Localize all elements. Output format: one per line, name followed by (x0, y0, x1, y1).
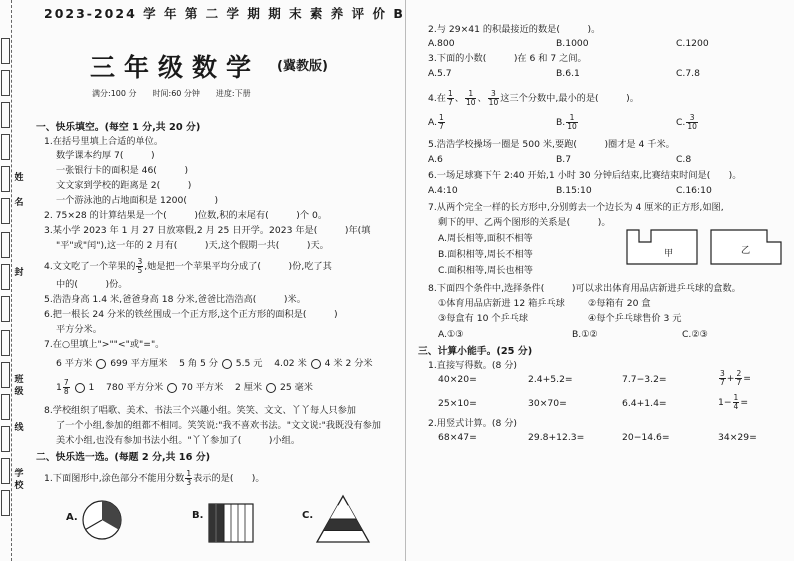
option[interactable]: A.①③ (438, 329, 464, 340)
calc-item: 25×10= (438, 398, 477, 409)
fraction (733, 394, 740, 411)
q5-text: 5.浩浩身高 1.4 米,爸爸身高 18 分米,爸爸比浩浩高( )米。 (44, 294, 306, 305)
option[interactable]: B.7 (556, 154, 572, 165)
option[interactable]: A.4:10 (428, 185, 458, 196)
q8-line3: 美术小组,也没有参加书法小组。"丫丫参加了( )小组。 (56, 435, 301, 446)
binding-box (1, 394, 10, 420)
fraction (719, 370, 726, 387)
bar-shaded-part (209, 504, 224, 542)
fraction-numerator: 1 (186, 469, 192, 478)
option[interactable]: C.7.8 (676, 68, 700, 79)
compare-circle[interactable] (96, 359, 106, 369)
s2-q7-line1: 7.从两个完全一样的长方形中,分别剪去一个边长为 4 厘米的正方形,如图, (428, 202, 724, 213)
fraction-denominator: 10 (488, 98, 499, 107)
fraction-denominator: 10 (567, 122, 577, 131)
option[interactable]: A.周长相等,面积不相等 (438, 233, 533, 244)
binding-box (1, 102, 10, 128)
shape-yi-label: 乙 (741, 245, 751, 256)
binding-box (1, 232, 10, 258)
binding-strip (0, 0, 12, 561)
s2-q8-line1: 8.下面四个条件中,选择条件( )可以求出体育用品店新进乒乓球的盒数。 (428, 283, 741, 294)
shape-jia-outline (627, 230, 697, 264)
triangle-figure[interactable] (315, 494, 371, 544)
q4-line1 (44, 258, 332, 275)
q7-item: 1 (88, 382, 95, 393)
calc-item: 6.4+1.4= (622, 398, 667, 409)
fraction-denominator: 7 (736, 378, 742, 387)
subject-title: 三年级数学 (90, 53, 261, 82)
q8-line2: 了一个小组,参加的组都不相同。笑笑说:"我不喜欢书法。"文文说:"我既没有参加 (56, 420, 381, 431)
vertical-calc-item: 20−14.6= (622, 432, 670, 443)
option[interactable]: C.16:10 (676, 185, 712, 196)
fraction-numerator: 1 (733, 393, 739, 402)
fraction-numerator: 3 (686, 114, 698, 123)
q4-prefix: 4.文文吃了一个苹果的 (44, 261, 136, 272)
q1-line: 数学课本约厚 7( ) (56, 150, 155, 161)
calc-operator: + (726, 373, 735, 384)
q7-fraction (63, 379, 70, 396)
option-c-label: C. (302, 510, 314, 521)
calc-fraction-item: 1− $\frac{1}{4}$ = (718, 393, 749, 411)
fraction-numerator: 2 (736, 369, 742, 378)
fraction-denominator: 10 (687, 122, 697, 131)
option-label: A. (428, 117, 438, 128)
section2-heading: 二、快乐选一选。(每题 2 分,共 16 分) (36, 452, 211, 463)
option[interactable]: C.1200 (676, 38, 709, 49)
q3-line1: 3.某小学 2023 年 1 月 27 日放寒假,2 月 25 日开学。2023 年是( )年(填 (44, 225, 371, 236)
q7-item: 2 厘米 (234, 382, 263, 393)
calc-fraction-item: $\frac{3}{7}$ + $\frac{2}{7}$ = (720, 369, 751, 387)
binding-box (1, 198, 10, 224)
binding-box (1, 458, 10, 484)
q7-item: 780 平方分米 (106, 382, 164, 393)
q3-line2: "平"或"闰"),这一年的 2 月有( )天,这个假期一共( )天。 (56, 240, 329, 251)
binding-box (1, 134, 10, 160)
s2-q3-stem: 3.下面的小数( )在 6 和 7 之间。 (428, 53, 587, 64)
q1-line: 一个游泳池的占地面积是 1200( ) (56, 195, 219, 206)
s2-q2-stem: 2.与 29×41 的积最接近的数是( )。 (428, 24, 601, 35)
column-divider (405, 0, 406, 561)
condition: ①体育用品店新进 12 箱乒乓球 (438, 298, 565, 309)
q4-line2: 中的( )份。 (56, 279, 128, 290)
q1-line: 文文家到学校的距离是 2( ) (56, 180, 192, 191)
option[interactable]: C.②③ (682, 329, 708, 340)
binding-box (1, 490, 10, 516)
right-column (412, 0, 790, 561)
calc-item: 2.4+5.2= (528, 374, 573, 385)
q7-item: 25 毫米 (279, 382, 313, 393)
triangle-band (330, 505, 356, 519)
s2-q4-stem: 4.在 $\frac{1}{7}$ 、 $\frac{1}{10}$ 、 $\frac{3}{10}$ 这三个分数中,最小的是( )。 (428, 89, 639, 107)
q7-stem: 7.在○里填上">""<"或"="。 (44, 339, 165, 350)
s2-q4-prefix: 4.在 (428, 93, 446, 104)
edition-label: (冀教版) (277, 59, 328, 74)
fraction-denominator: 8 (63, 387, 69, 396)
q7-row2 (56, 379, 313, 396)
binding-label: 班 (14, 375, 24, 385)
q4-suffix: ,她是把一个苹果平均分成了( )份,吃了其 (144, 261, 332, 272)
option[interactable]: C.8 (676, 154, 692, 165)
q7-item: 5.5 元 (235, 358, 263, 369)
q6-line1: 6.把一根长 24 分米的铁丝围成一个正方形,这个正方形的面积是( ) (44, 309, 338, 320)
q8-line1: 8.学校组织了唱歌、美术、书法三个兴趣小组。笑笑、文文、丫丫每人只参加 (44, 405, 356, 416)
q2-text: 2. 75×28 的计算结果是一个( )位数,积的末尾有( )个 0。 (44, 210, 328, 221)
option-b-label: B. (192, 510, 204, 521)
binding-box (1, 70, 10, 96)
fraction-numerator: 1 (465, 90, 477, 99)
bar-figure[interactable] (208, 503, 254, 543)
s2-q5-stem: 5.浩浩学校操场一圈是 500 米,要跑( )圈才是 4 千米。 (428, 139, 675, 150)
binding-box (1, 264, 10, 290)
option[interactable]: B.6.1 (556, 68, 580, 79)
option[interactable]: C.面积相等,周长也相等 (438, 265, 533, 276)
binding-box (1, 166, 10, 192)
binding-label: 校 (14, 481, 24, 491)
exam-meta: 满分:100 分 时间:60 分钟 进度:下册 (92, 89, 251, 98)
binding-box (1, 362, 10, 388)
fraction-denominator: 7 (720, 378, 725, 387)
calc-whole: 1− (718, 397, 732, 408)
section3-sub1: 1.直接写得数。(8 分) (428, 360, 518, 371)
binding-box (1, 38, 10, 64)
exam-title: 2023-2024 学 年 第 二 学 期 期 末 素 养 评 价 B (44, 6, 405, 21)
binding-box (1, 330, 10, 356)
option[interactable]: A.800 (428, 38, 455, 49)
section1-heading: 一、快乐填空。(每空 1 分,共 20 分) (36, 122, 201, 133)
s2-q1-line (44, 470, 265, 487)
binding-label: 名 (14, 198, 24, 208)
calc-item: 40×20= (438, 374, 477, 385)
vertical-calc-item: 29.8+12.3= (528, 432, 585, 443)
fraction (735, 370, 742, 387)
fraction-denominator: 7 (439, 122, 444, 131)
condition: ②每箱有 20 盒 (588, 298, 651, 309)
q7-item: 5 角 5 分 (179, 358, 218, 369)
binding-box (1, 426, 10, 452)
s2-q1-suffix: 表示的是( )。 (193, 473, 265, 484)
shape-jia-label: 甲 (664, 248, 674, 259)
q7-mixed-int: 1 (56, 382, 62, 393)
fraction-numerator: 1 (439, 113, 444, 122)
q4-fraction (136, 258, 143, 275)
fraction-denominator: 7 (447, 98, 453, 107)
s2-q4-suffix: 这三个分数中,最小的是( )。 (500, 93, 639, 104)
calc-item: 30×70= (528, 398, 567, 409)
fraction-numerator: 3 (137, 257, 143, 266)
binding-label: 封 (14, 268, 24, 278)
option-a-label: A. (66, 512, 78, 523)
fraction-numerator: 3 (720, 369, 725, 378)
q7-item: 699 平方厘米 (110, 358, 168, 369)
binding-label: 级 (14, 387, 24, 397)
fraction-denominator: 4 (733, 402, 739, 411)
fraction-denominator: 10 (465, 98, 476, 107)
triangle-shaded-part (324, 519, 363, 531)
fraction-numerator: 1 (447, 89, 453, 98)
condition: ④每个乒乓球售价 3 元 (588, 313, 682, 324)
option[interactable]: B.面积相等,周长不相等 (438, 249, 533, 260)
option[interactable]: B.15:10 (556, 185, 592, 196)
compare-circle[interactable] (75, 383, 85, 393)
option[interactable]: B.①② (572, 329, 598, 340)
compare-circle[interactable] (167, 383, 177, 393)
binding-label: 姓 (14, 173, 24, 183)
binding-box (1, 296, 10, 322)
q1-stem: 1.在括号里填上合适的单位。 (44, 136, 164, 147)
option[interactable] (428, 114, 446, 131)
fraction (447, 90, 454, 107)
fraction-denominator: 3 (186, 478, 192, 487)
fraction (566, 114, 578, 131)
s2-q1-fraction (185, 470, 192, 487)
s2-q1-prefix: 1.下面图形中,涂色部分不能用分数 (44, 473, 185, 484)
s2-q6-stem: 6.一场足球赛下午 2:40 开始,1 小时 30 分钟后结束,比赛结束时间是( )。 (428, 170, 742, 181)
compare-circle[interactable] (222, 359, 232, 369)
option[interactable] (676, 114, 699, 131)
q7-row1 (56, 358, 373, 370)
q7-item: 4 米 2 分米 (324, 358, 373, 369)
fraction (465, 90, 477, 107)
vertical-calc-item: 68×47= (438, 432, 477, 443)
fraction (686, 114, 698, 131)
fraction (488, 90, 500, 107)
s2-q7-line2: 剩下的甲、乙两个图形的关系是( )。 (438, 217, 611, 228)
compare-circle[interactable] (311, 359, 321, 369)
q7-item: 4.02 米 (274, 358, 307, 369)
q7-item: 6 平方米 (56, 358, 93, 369)
option[interactable]: A.6 (428, 154, 443, 165)
option[interactable]: B.1000 (556, 38, 589, 49)
q1-line: 一张银行卡的面积是 46( ) (56, 165, 189, 176)
fraction (438, 114, 445, 131)
shape-jia-figure (626, 229, 698, 265)
left-column (30, 0, 405, 561)
q7-item: 70 平方米 (181, 382, 224, 393)
binding-label: 线 (14, 423, 24, 433)
fraction-numerator: 1 (566, 114, 578, 123)
fraction-denominator: 5 (137, 266, 143, 275)
fraction-numerator: 3 (488, 90, 500, 99)
option[interactable] (556, 114, 579, 131)
vertical-calc-item: 34×29= (718, 432, 757, 443)
section3-sub2: 2.用竖式计算。(8 分) (428, 418, 518, 429)
section3-heading: 三、计算小能手。(25 分) (418, 346, 533, 357)
calc-item: 7.7−3.2= (622, 374, 667, 385)
q6-line2: 平方分米。 (56, 324, 102, 335)
fraction-numerator: 7 (63, 378, 69, 387)
pie-figure[interactable] (80, 498, 124, 542)
option-label: B. (556, 117, 566, 128)
condition: ③每盒有 10 个乒乓球 (438, 313, 529, 324)
binding-label: 学 (14, 469, 24, 479)
option[interactable]: A.5.7 (428, 68, 452, 79)
option-label: C. (676, 117, 686, 128)
compare-circle[interactable] (266, 383, 276, 393)
